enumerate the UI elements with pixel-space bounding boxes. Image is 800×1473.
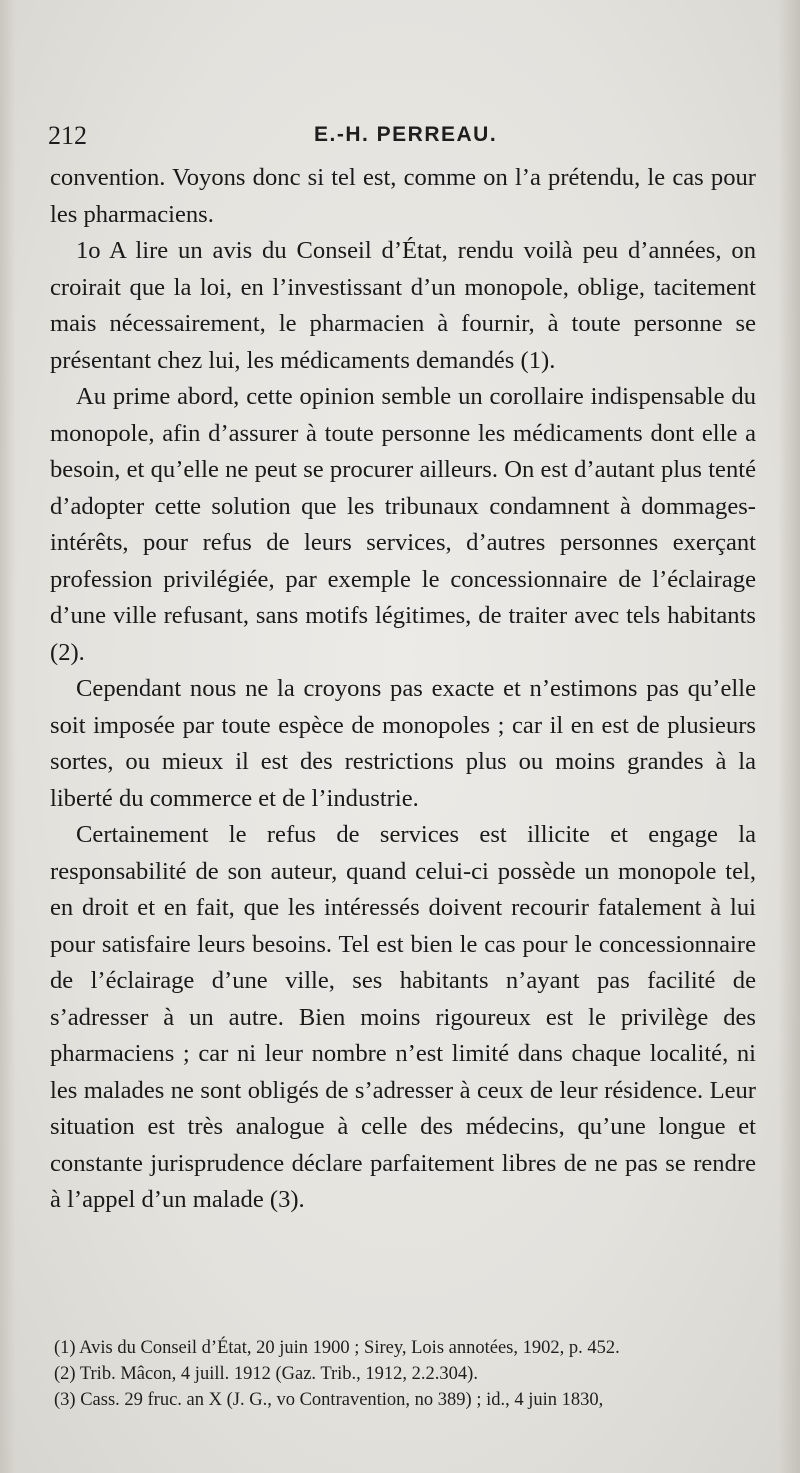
footnotes [50, 1335, 756, 1413]
paragraph: Certainement le refus de services est illicite et engage la responsabilité de son auteur, quand celui-ci possède un monopole tel, en droit et en fait, que les intéressés doivent recourir fatalement à lui pour satisfaire leurs besoins. Tel est bien le cas pour le concessionnaire de l’éclairage d’une ville, ses habitants n’ayant pas facilité de s’adresser à un autre. Bien moins rigoureux est le privilège des pharmaciens ; car ni leur nombre n’est limité dans chaque localité, ni les malades ne sont obligés de s’adresser à ceux de leur résidence. Leur situation est très analogue à celle des médecins, qu’une longue et constante jurisprudence déclare parfaitement libres de ne pas se rendre à l’appel d’un malade (3). [50, 821, 756, 1213]
footnote: (1) Avis du Conseil d’État, 20 juin 1900 ; Sirey, Lois annotées, 1902, p. 452. [54, 1338, 620, 1358]
page-left-shadow [0, 0, 16, 1473]
paragraph: 1o A lire un avis du Conseil d’État, rendu voilà peu d’années, on croirait que la loi, en l’investissant d’un monopole, oblige, tacitement mais nécessairement, le pharmacien à fournir, à toute personne se présentant chez lui, les médicaments demandés (1). [50, 237, 756, 374]
paragraph-continuation: convention. Voyons donc si tel est, comme on l’a prétendu, le cas pour les pharmaciens. [50, 164, 756, 228]
page-number: 212 [48, 121, 87, 150]
running-header [48, 117, 758, 151]
footnote: (3) Cass. 29 fruc. an X (J. G., vo Contravention, no 389) ; id., 4 juin 1830, [54, 1390, 604, 1410]
footnote: (2) Trib. Mâcon, 4 juill. 1912 (Gaz. Trib., 1912, 2.2.304). [54, 1364, 478, 1384]
page-right-shadow [778, 0, 800, 1473]
paragraph: Au prime abord, cette opinion semble un corollaire indispensable du monopole, afin d’assurer à toute personne les médicaments dont elle a besoin, et qu’elle ne peut se procurer ailleurs. On est d’autant plus tenté d’adopter cette solution que les tribunaux condamnent à dommages-intérêts, pour refus de leurs services, d’autres personnes exerçant profession privilégiée, par exemple le concessionnaire de l’éclairage d’une ville refusant, sans motifs légitimes, de traiter avec tels habitants (2). [50, 383, 756, 666]
paragraph: Cependant nous ne la croyons pas exacte et n’estimons pas qu’elle soit imposée par toute espèce de monopoles ; car il en est de plusieurs sortes, ou mieux il est des restrictions plus ou moins grandes à la liberté du commerce et de l’industrie. [50, 675, 756, 812]
body-text [50, 160, 756, 1219]
running-title: E.-H. PERREAU. [314, 123, 498, 146]
